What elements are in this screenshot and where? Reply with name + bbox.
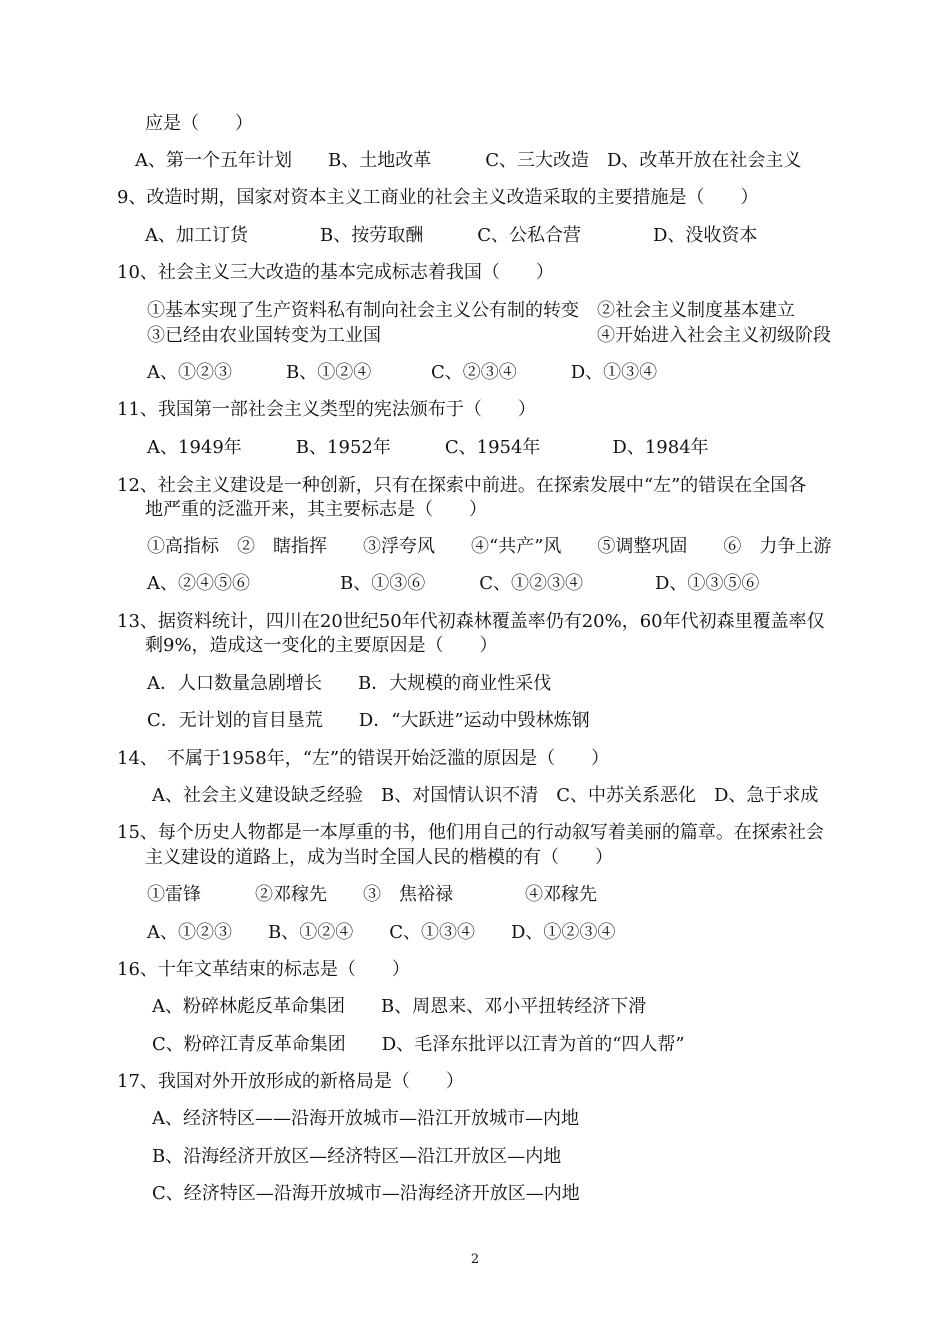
q12-options: A、②④⑤⑥ B、①③⑥ C、①②③④ D、①③⑤⑥ [147,573,760,594]
q17-option-a: A、经济特区——沿海开放城市—沿江开放城市—内地 [152,1108,579,1129]
q16-stem: 16、十年文革结束的标志是（ ） [117,959,410,980]
q12-stem-2: 地严重的泛滥开来，其主要标志是（ ） [145,499,487,520]
q12-statements: ①高指标 ② 瞎指挥 ③浮夸风 ④“共产”风 ⑤调整巩固 ⑥ 力争上游 [147,536,832,557]
q9-stem: 9、改造时期，国家对资本主义工商业的社会主义改造采取的主要措施是（ ） [117,187,759,208]
q9-options: A、加工订货 B、按劳取酬 C、公私合营 D、没收资本 [145,225,758,246]
q12-stem-1: 12、社会主义建设是一种创新，只有在探索中前进。在探索发展中“左”的错误在全国各 [117,475,807,496]
q11-options: A、1949年 B、1952年 C、1954年 D、1984年 [147,437,709,458]
q16-options-1: A、粉碎林彪反革命集团 B、周恩来、邓小平扭转经济下滑 [152,996,647,1017]
q10-options: A、①②③ B、①②④ C、②③④ D、①③④ [147,362,658,383]
q15-stem-1: 15、每个历史人物都是一本厚重的书，他们用自己的行动叙写着美丽的篇章。在探索社会 [117,822,824,843]
q14-options: A、社会主义建设缺乏经验 B、对国情认识不清 C、中苏关系恶化 D、急于求成 [152,785,819,806]
q10-statements-1: ①基本实现了生产资料私有制向社会主义公有制的转变 ②社会主义制度基本建立 [147,300,795,321]
q10-statements-2: ③已经由农业国转变为工业国 ④开始进入社会主义初级阶段 [147,325,831,346]
q8-options: A、第一个五年计划 B、土地改革 C、三大改造 D、改革开放在社会主义 [135,150,802,171]
q8-stem-continued: 应是（ ） [145,113,253,134]
page-number: 2 [470,1252,480,1267]
q13-stem-2: 剩9%，造成这一变化的主要原因是（ ） [145,635,498,656]
q17-stem: 17、我国对外开放形成的新格局是（ ） [117,1071,464,1092]
q15-statements: ①雷锋 ②邓稼先 ③ 焦裕禄 ④邓稼先 [147,884,597,905]
q17-option-c: C、经济特区—沿海开放城市—沿海经济开放区—内地 [152,1183,580,1204]
q13-options-1: A．人口数量急剧增长 B．大规模的商业性采伐 [147,673,552,694]
q15-options: A、①②③ B、①②④ C、①③④ D、①②③④ [147,922,616,943]
q14-stem: 14、 不属于1958年，“左”的错误开始泛滥的原因是（ ） [117,748,610,769]
q15-stem-2: 主义建设的道路上，成为当时全国人民的楷模的有（ ） [145,847,613,868]
q13-options-2: C．无计划的盲目垦荒 D．“大跃进”运动中毁林炼钢 [147,710,590,731]
q16-options-2: C、粉碎江青反革命集团 D、毛泽东批评以江青为首的“四人帮” [152,1034,685,1055]
q11-stem: 11、我国第一部社会主义类型的宪法颁布于（ ） [117,399,536,420]
q17-option-b: B、沿海经济开放区—经济特区—沿江开放区—内地 [152,1146,562,1167]
q10-stem: 10、社会主义三大改造的基本完成标志着我国（ ） [117,262,554,283]
q13-stem-1: 13、据资料统计，四川在20世纪50年代初森林覆盖率仍有20%，60年代初森里覆盖率仅 [117,611,825,632]
